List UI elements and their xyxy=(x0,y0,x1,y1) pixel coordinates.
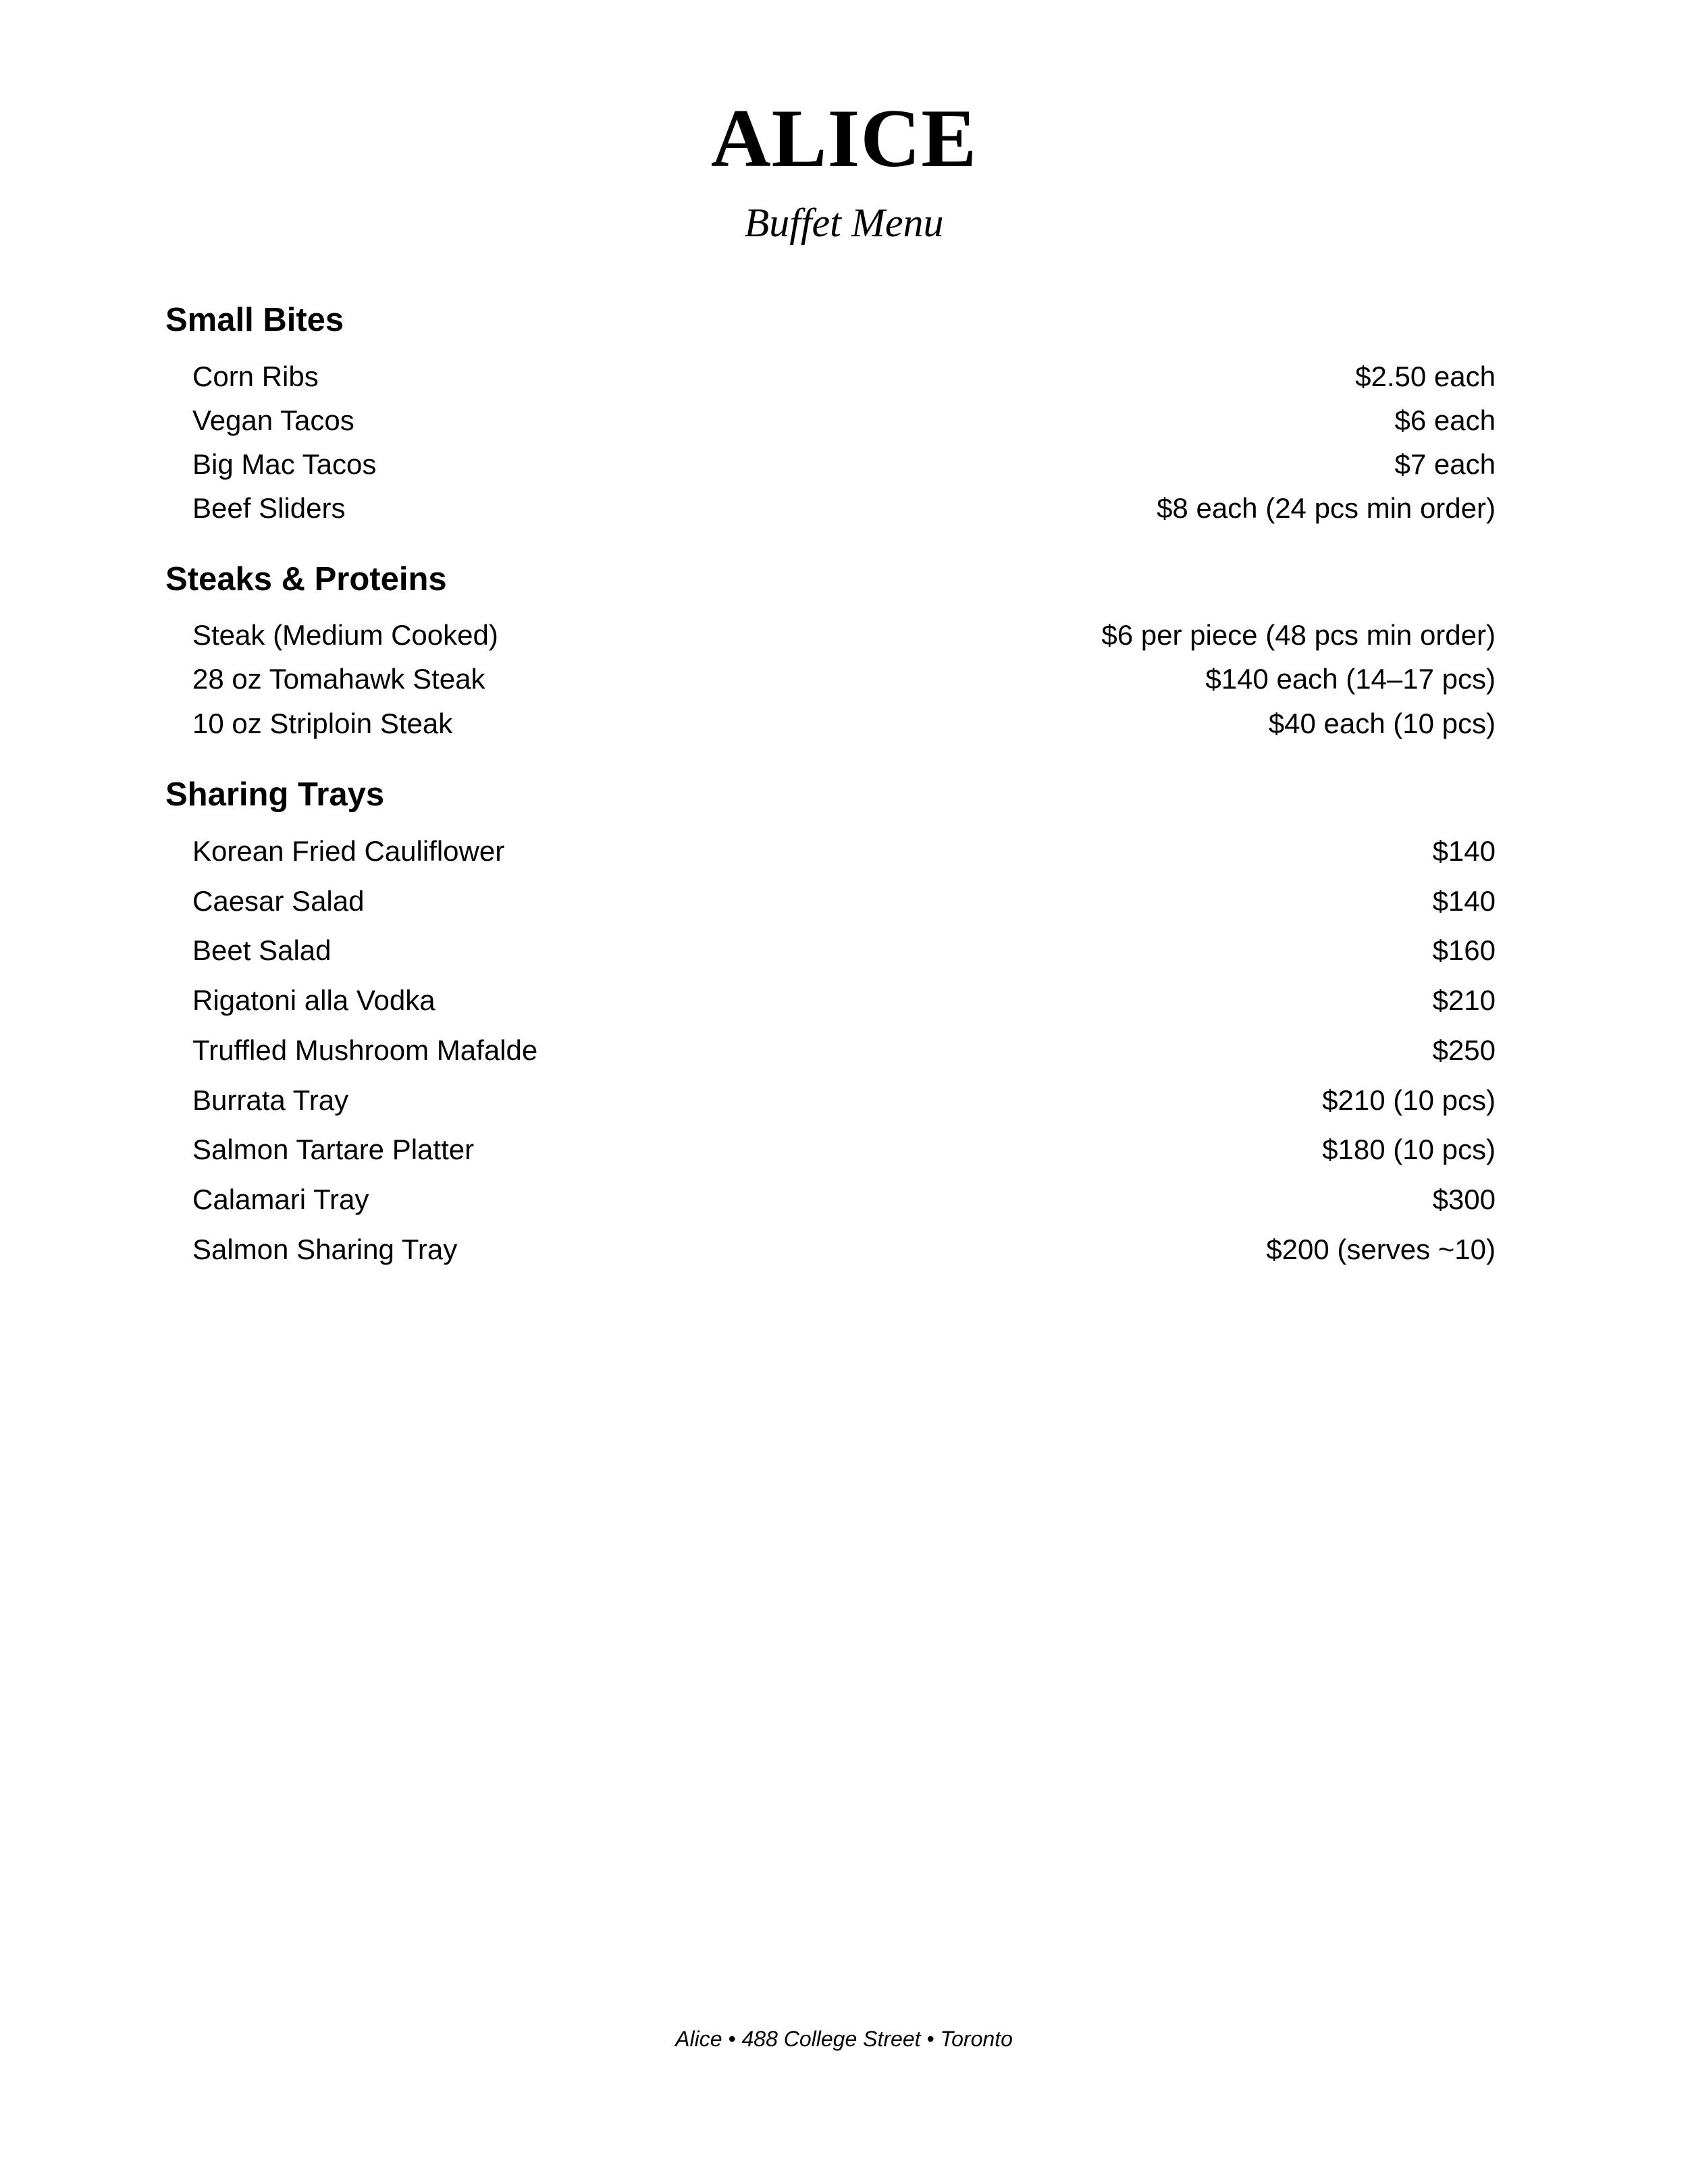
item-price: $6 per piece (48 pcs min order) xyxy=(1101,619,1496,651)
item-price: $210 xyxy=(1432,984,1496,1016)
item-name: 10 oz Striploin Steak xyxy=(192,708,453,739)
menu-item xyxy=(192,930,1496,971)
menu-item xyxy=(192,1179,1496,1220)
menu-item xyxy=(192,488,1496,529)
item-name: Calamari Tray xyxy=(192,1183,369,1215)
item-price: $250 xyxy=(1432,1034,1496,1066)
item-name: Beef Sliders xyxy=(192,492,346,524)
menu-item xyxy=(192,1229,1496,1270)
item-name: Salmon Sharing Tray xyxy=(192,1233,458,1265)
menu-item xyxy=(192,703,1496,744)
item-price: $2.50 each xyxy=(1355,361,1496,392)
item-price: $6 each xyxy=(1394,404,1496,436)
item-name: 28 oz Tomahawk Steak xyxy=(192,663,485,695)
item-price: $180 (10 pcs) xyxy=(1322,1134,1496,1165)
item-price: $140 each (14–17 pcs) xyxy=(1205,663,1496,695)
item-price: $210 (10 pcs) xyxy=(1322,1084,1496,1116)
item-name: Corn Ribs xyxy=(192,361,319,392)
item-name: Steak (Medium Cooked) xyxy=(192,619,498,651)
item-price: $300 xyxy=(1432,1183,1496,1215)
menu-item xyxy=(192,615,1496,656)
menu-item xyxy=(192,444,1496,485)
section-heading-sharing-trays: Sharing Trays xyxy=(165,776,385,813)
item-price: $140 xyxy=(1432,885,1496,917)
menu-item xyxy=(192,1030,1496,1071)
item-name: Korean Fried Cauliflower xyxy=(192,835,505,867)
item-name: Rigatoni alla Vodka xyxy=(192,984,436,1016)
item-name: Caesar Salad xyxy=(192,885,365,917)
item-price: $140 xyxy=(1432,835,1496,867)
item-price: $7 each xyxy=(1394,448,1496,480)
menu-item xyxy=(192,831,1496,872)
menu-item xyxy=(192,1080,1496,1121)
menu-item xyxy=(192,659,1496,699)
menu-item xyxy=(192,881,1496,922)
footer-address: Alice • 488 College Street • Toronto xyxy=(675,2027,1013,2051)
menu-item xyxy=(192,356,1496,397)
menu-item xyxy=(192,1129,1496,1170)
item-name: Truffled Mushroom Mafalde xyxy=(192,1034,538,1066)
item-name: Big Mac Tacos xyxy=(192,448,377,480)
item-price: $160 xyxy=(1432,934,1496,966)
item-name: Beet Salad xyxy=(192,934,332,966)
item-name: Vegan Tacos xyxy=(192,404,354,436)
menu-item xyxy=(192,980,1496,1021)
section-heading-steaks-proteins: Steaks & Proteins xyxy=(165,561,447,597)
section-heading-small-bites: Small Bites xyxy=(165,302,344,338)
item-name: Burrata Tray xyxy=(192,1084,349,1116)
page-subtitle: Buffet Menu xyxy=(744,201,944,245)
item-price: $40 each (10 pcs) xyxy=(1268,708,1496,739)
item-name: Salmon Tartare Platter xyxy=(192,1134,475,1165)
page-title: ALICE xyxy=(710,92,978,184)
item-price: $200 (serves ~10) xyxy=(1266,1233,1496,1265)
menu-item xyxy=(192,400,1496,441)
item-price: $8 each (24 pcs min order) xyxy=(1157,492,1496,524)
